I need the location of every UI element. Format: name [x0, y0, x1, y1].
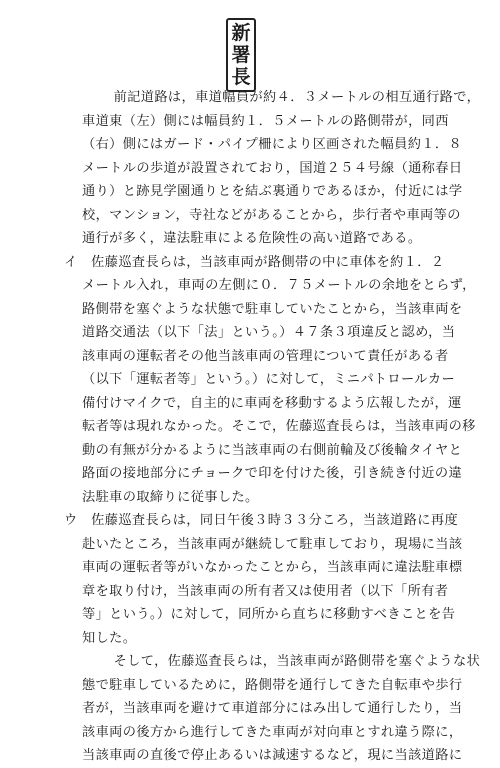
- text-line: メートル入れ，車両の左側に０．７５メートルの余地をとらず，: [82, 278, 476, 293]
- seal-stamp: [226, 18, 256, 92]
- text-line: 路側帯を塞ぐような状態で駐車していたことから，当該車両を: [82, 301, 463, 317]
- text-line: 車道東（左）側には幅員約１．５メートルの路側帯が，同西: [82, 113, 449, 129]
- text-line: 通り）と跡見学園通りとを結ぶ裏通りであるほか，付近には学: [82, 184, 463, 199]
- text-line: 赴いたところ，当該車両が継続して駐車しており，現場に当該: [82, 536, 463, 552]
- text-line: （右）側にはガード・パイプ柵により区画された幅員約１．８: [82, 137, 463, 152]
- text-line: 法駐車の取締りに従事した。: [82, 489, 259, 505]
- stamp-char: 署: [231, 43, 251, 66]
- stamp-char: 新: [231, 21, 251, 44]
- text-line: 備付けマイクで，自主的に車両を移動するよう広報したが，運: [82, 395, 462, 411]
- text-line: 通行が多く，違法駐車による危険性の高い道路である。: [82, 231, 422, 246]
- text-line: 知した。: [82, 630, 137, 646]
- text-line: 該車両の後方から進行してきた車両が対向車とすれ違う際に，: [82, 724, 463, 740]
- text-line: 動の有無が分かるように当該車両の右側前輪及び後輪タイヤと: [82, 442, 463, 458]
- stamp-char: 長: [231, 65, 251, 88]
- text-line: 該車両の運転者その他当該車両の管理について責任がある者: [82, 348, 449, 364]
- text-line: 校，マンション，寺社などがあることから，歩行者や車両等の: [82, 207, 461, 223]
- text-line: メートルの歩道が設置されており，国道２５４号線（通称春日: [82, 160, 463, 176]
- text-line: 転者等は現れなかった。そこで，佐藤巡査長らは，当該車両の移: [82, 419, 476, 434]
- text-line: 道路交通法（以下「法」という。）４７条３項違反と認め，当: [82, 325, 456, 340]
- text-line: 態で駐車しているために，路側帯を通行してきた自転車や歩行: [82, 677, 463, 693]
- text-line: 前記道路は，車道幅員が約４．３メートルの相互通行路で，: [100, 90, 481, 105]
- text-line: そして，佐藤巡査長らは，当該車両が路側帯を塞ぐような状: [100, 654, 481, 669]
- text-line: ウ 佐藤巡査長らは，同日午後３時３３分ころ，当該道路に再度: [64, 513, 459, 528]
- text-line: （以下「運転者等」という。）に対して，ミニパトロールカー: [82, 372, 456, 387]
- text-line: 当該車両の直後で停止あるいは減速するなど，現に当該道路に: [82, 748, 463, 763]
- text-line: 等」という。）に対して，同所から直ちに移動すべきことを告: [82, 607, 456, 622]
- text-line: 路面の接地部分にチョークで印を付けた後，引き続き付近の違: [82, 466, 463, 481]
- text-line: 車両の運転者等がいなかったことから，当該車両に違法駐車標: [82, 560, 463, 575]
- text-line: 者が，当該車両を避けて車道部分にはみ出して通行したり，当: [82, 701, 463, 716]
- text-line: イ 佐藤巡査長らは，当該車両が路側帯の中に車体を約１．２: [64, 254, 445, 270]
- text-line: 章を取り付け，当該車両の所有者又は使用者（以下「所有者: [82, 583, 449, 599]
